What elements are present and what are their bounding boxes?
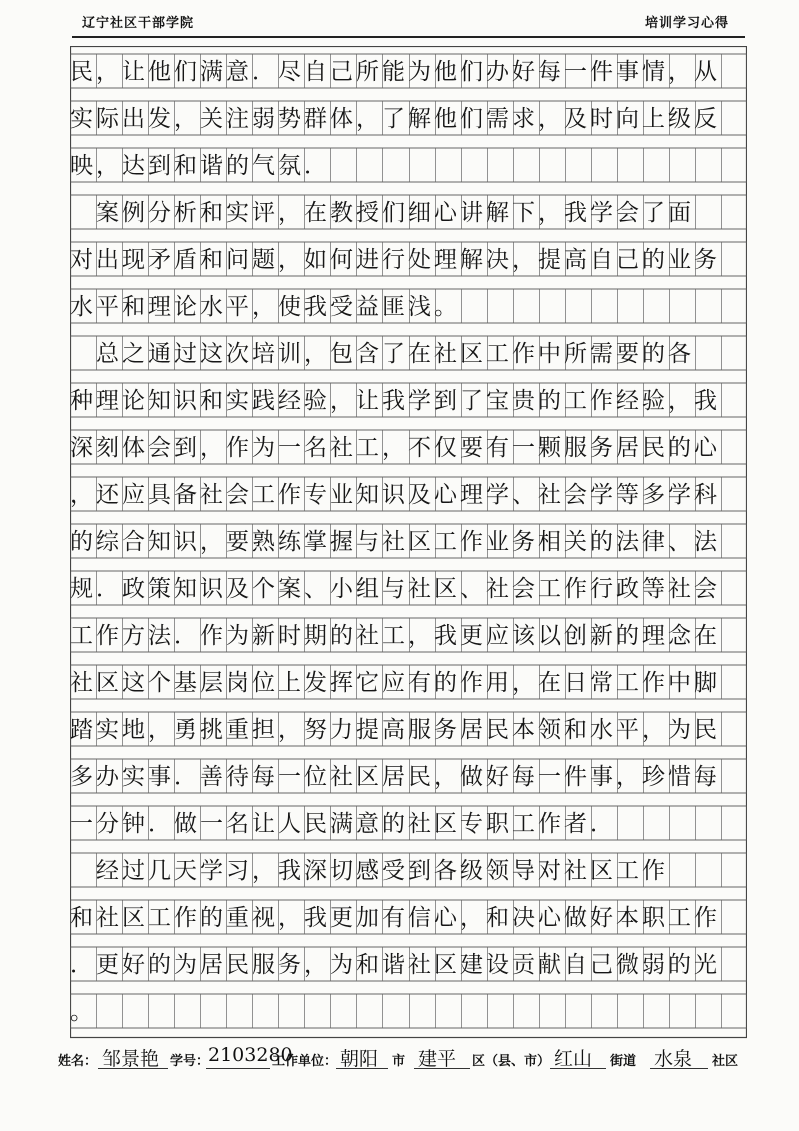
student-id-value: 2103280 <box>208 1044 293 1066</box>
footer-info <box>58 1044 758 1074</box>
street-label: 街道 <box>610 1054 637 1069</box>
text-line: 规．政策知识及个案、小组与社区、社会工作行政等社会 <box>70 576 720 602</box>
text-line: 案例分析和实评，在教授们细心讲解下，我学会了面 <box>70 200 694 226</box>
text-line: 工作方法．作为新时期的社工，我更应该以创新的理念在 <box>70 623 720 649</box>
text-line: 实际出发，关注弱势群体，了解他们需求，及时向上级反 <box>70 106 720 132</box>
text-line: 对出现矛盾和问题，如何进行处理解决，提高自己的业务 <box>70 247 720 273</box>
district-label: 区（县、市） <box>472 1054 551 1069</box>
student-id-label: 学号： <box>170 1054 210 1069</box>
text-line: 一分钟．做一名让人民满意的社区专职工作者． <box>70 811 616 837</box>
text-line: 多办实事．善待每一位社区居民，做好每一件事，珍惜每 <box>70 764 720 790</box>
header-rule <box>72 36 745 38</box>
text-line: 社区这个基层岗位上发挥它应有的作用，在日常工作中脚 <box>70 670 720 696</box>
community-value: 水泉 <box>654 1048 693 1070</box>
workplace-label: 工作单位： <box>272 1054 338 1069</box>
city-value: 朝阳 <box>340 1048 379 1070</box>
city-label: 市 <box>392 1054 406 1069</box>
text-line: 民，让他们满意．尽自己所能为他们办好每一件事情，从 <box>70 59 720 85</box>
street-value: 红山 <box>554 1048 593 1070</box>
text-line: 踏实地，勇挑重担，努力提高服务居民本领和水平，为民 <box>70 717 720 743</box>
district-value: 建平 <box>418 1048 457 1070</box>
text-line: 的综合知识，要熟练掌握与社区工作业务相关的法律、法 <box>70 529 720 555</box>
text-line: 。 <box>70 999 96 1025</box>
header-left-title: 辽宁社区干部学院 <box>82 16 195 31</box>
name-value: 邹景艳 <box>102 1048 160 1070</box>
text-line: 总之通过这次培训，包含了在社区工作中所需要的各 <box>70 341 694 367</box>
name-label: 姓名： <box>58 1054 98 1069</box>
header-right-title: 培训学习心得 <box>644 16 729 31</box>
text-line: ，还应具备社会工作专业知识及心理学、社会学等多学科 <box>70 482 720 508</box>
text-line: 经过几天学习，我深切感受到各级领导对社区工作 <box>70 858 668 884</box>
text-line: 种理论知识和实践经验，让我学到了宝贵的工作经验，我 <box>70 388 720 414</box>
text-line: 和社区工作的重视，我更加有信心，和决心做好本职工作 <box>70 905 720 931</box>
text-line: ．更好的为居民服务，为和谐社区建设贡献自己微弱的光 <box>70 952 720 978</box>
text-line: 深刻体会到，作为一名社工，不仅要有一颗服务居民的心 <box>70 435 720 461</box>
text-line: 映，达到和谐的气氛． <box>70 153 330 179</box>
community-label: 社区 <box>712 1054 739 1069</box>
text-line: 水平和理论水平，使我受益匪浅。 <box>70 294 460 320</box>
